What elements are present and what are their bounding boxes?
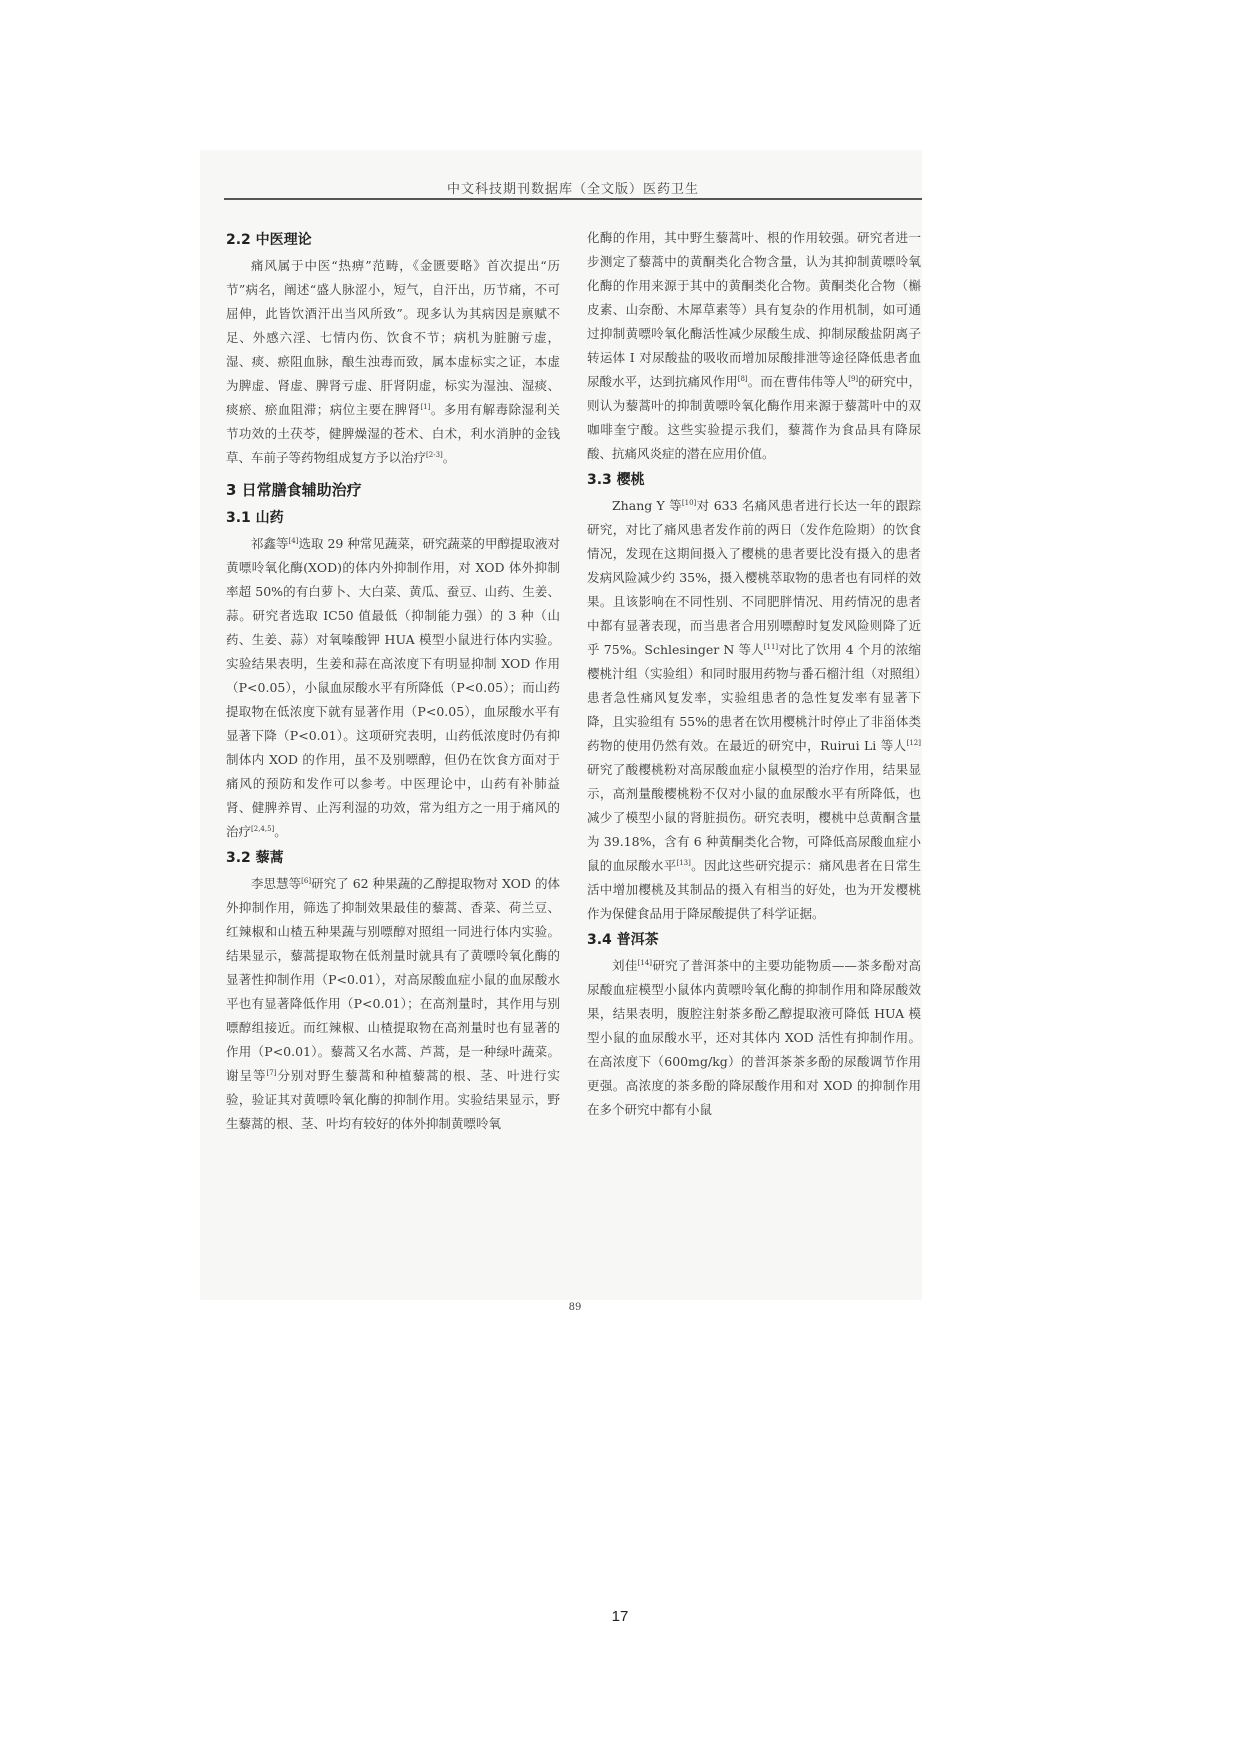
citation: [10] xyxy=(681,498,697,507)
citation: [2-3] xyxy=(426,450,443,459)
section-3-3-paragraph: Zhang Y 等[10]对 633 名痛风患者进行长达一年的跟踪研究，对比了痛风患者发作前的两日（发作危险期）的饮食情况，发现在这期间摄入了樱桃的患者要比没有摄入的患者发病风险减少约 35%，摄入樱桃萃取物的患者也有同样的效果。且该影响在不同性别、不同肥胖情况、用药情况的患者中都有显著表现，而当患者合用别嘌醇时复发风险则降了近乎 75%。Schlesinger N 等人[11]对比了饮用 4 个月的浓缩樱桃汁组（实验组）和同时服用药物与番石榴汁组（对照组）患者急性痛风复发率，实验组患者的急性复发率有显著下降，且实验组有 55%的患者在饮用樱桃汁时停止了非甾体类药物的使用仍然有效。在最近的研究中，Ruirui Li 等人[12]研究了酸樱桃粉对高尿酸血症小鼠模型的治疗作用，结果显示，高剂量酸樱桃粉不仅对小鼠的血尿酸水平有所降低，也减少了模型小鼠的肾脏损伤。研究表明，樱桃中总黄酮含量为 39.18%，含有 6 种黄酮类化合物，可降低高尿酸血症小鼠的血尿酸水平[13]。因此这些研究提示：痛风患者在日常生活中增加樱桃及其制品的摄入有相当的好处，也为开发樱桃作为保健食品用于降尿酸提供了科学证据。 xyxy=(587,498,921,921)
citation: [1] xyxy=(420,402,431,411)
citation: [6] xyxy=(301,876,312,885)
section-2-2-paragraph: 痛风属于中医“热痹”范畴，《金匮要略》首次提出“历节”病名，阐述“盛人脉涩小，短气，自汗出，历节痛，不可屈伸，此皆饮酒汗出当风所致”。现多认为其病因是禀赋不足、外感六淫、七情内伤、饮食不节；病机为脏腑亏虚，湿、痰、瘀阻血脉，酿生浊毒而致，属本虚标实之证，本虚为脾虚、肾虚、脾肾亏虚、肝肾阴虚，标实为湿浊、湿痰、痰瘀、瘀血阻滞；病位主要在脾肾[1]。多用有解毒除湿利关节功效的土茯苓，健脾燥湿的苍术、白术，利水消肿的金钱草、车前子等药物组成复方予以治疗[2-3]。 xyxy=(226,258,560,465)
section-3-2-paragraph: 李思慧等[6]研究了 62 种果蔬的乙醇提取物对 XOD 的体外抑制作用，筛选了抑制效果最佳的藜蒿、香菜、荷兰豆、红辣椒和山楂五种果蔬与别嘌醇对照组一同进行体内实验。结果显示，藜蒿提取物在低剂量时就具有了黄嘌呤氧化酶的显著性抑制作用（P<0.01），对高尿酸血症小鼠的血尿酸水平也有显著降低作用（P<0.01）；在高剂量时，其作用与别嘌醇组接近。而红辣椒、山楂提取物在高剂量时也有显著的作用（P<0.01）。藜蒿又名水蒿、芦蒿，是一种绿叶蔬菜。谢呈等[7]分别对野生藜蒿和种植藜蒿的根、茎、叶进行实验，验证其对黄嘌呤氧化酶的抑制作用。实验结果显示，野生藜蒿的根、茎、叶均有较好的体外抑制黄嘌呤氧 xyxy=(226,876,560,1131)
citation: [8] xyxy=(737,374,748,383)
section-3-4-heading: 3.4 普洱茶 xyxy=(587,932,659,948)
citation: [13] xyxy=(676,858,691,867)
left-column xyxy=(226,226,560,1136)
section-2-2-heading: 2.2 中医理论 xyxy=(226,232,312,248)
section-3-heading: 3 日常膳食辅助治疗 xyxy=(226,481,362,499)
citation: [11] xyxy=(763,642,779,651)
citation: [2,4,5] xyxy=(251,824,275,833)
journal-page-number: 89 xyxy=(568,1302,582,1313)
citation: [12] xyxy=(906,738,921,747)
right-column xyxy=(587,226,921,1122)
section-3-2-heading: 3.2 藜蒿 xyxy=(226,850,284,866)
section-3-1-paragraph: 祁鑫等[4]选取 29 种常见蔬菜，研究蔬菜的甲醇提取液对黄嘌呤氧化酶(XOD)的体内外抑制作用，对 XOD 体外抑制率超 50%的有白萝卜、大白菜、黄瓜、蚕豆、山药、生姜、蒜。研究者选取 IC50 值最低（抑制能力强）的 3 种（山药、生姜、蒜）对氧嗪酸钾 HUA 模型小鼠进行体内实验。实验结果表明，生姜和蒜在高浓度下有明显抑制 XOD 作用（P<0.05），小鼠血尿酸水平有所降低（P<0.05）；而山药提取物在低浓度下就有显著作用（P<0.05），血尿酸水平有显著下降（P<0.01）。这项研究表明，山药低浓度时仍有抑制体内 XOD 的作用，虽不及别嘌醇，但仍在饮食方面对于痛风的预防和发作可以参考。中医理论中，山药有补肺益肾、健脾养胃、止泻利湿的功效，常为组方之一用于痛风的治疗[2,4,5]。 xyxy=(226,536,560,839)
header-rule xyxy=(224,198,922,200)
document-page-number: 17 xyxy=(611,1608,629,1625)
citation: [7] xyxy=(266,1068,277,1077)
section-3-1-heading: 3.1 山药 xyxy=(226,510,284,526)
citation: [14] xyxy=(637,958,653,967)
citation: [4] xyxy=(288,536,299,545)
section-3-4-paragraph: 刘佳[14]研究了普洱茶中的主要功能物质——茶多酚对高尿酸血症模型小鼠体内黄嘌呤氧化酶的抑制作用和降尿酸效果，结果表明，腹腔注射茶多酚乙醇提取液可降低 HUA 模型小鼠的血尿酸水平，还对其体内 XOD 活性有抑制作用。在高浓度下（600mg/kg）的普洱茶茶多酚的尿酸调节作用更强。高浓度的茶多酚的降尿酸作用和对 XOD 的抑制作用在多个研究中都有小鼠 xyxy=(587,958,921,1117)
section-3-3-heading: 3.3 樱桃 xyxy=(587,472,645,488)
journal-header: 中文科技期刊数据库（全文版）医药卫生 xyxy=(446,182,699,197)
citation: [9] xyxy=(848,374,859,383)
section-3-2-continued: 化酶的作用，其中野生藜蒿叶、根的作用较强。研究者进一步测定了藜蒿中的黄酮类化合物含量，认为其抑制黄嘌呤氧化酶的作用来源于其中的黄酮类化合物。黄酮类化合物（槲皮素、山奈酚、木犀草素等）具有复杂的作用机制，如可通过抑制黄嘌呤氧化酶活性减少尿酸生成、抑制尿酸盐阴离子转运体 Ⅰ 对尿酸盐的吸收而增加尿酸排泄等途径降低患者血尿酸水平，达到抗痛风作用[8]。而在曹伟伟等人[9]的研究中，则认为藜蒿叶的抑制黄嘌呤氧化酶作用来源于藜蒿叶中的双咖啡奎宁酸。这些实验提示我们，藜蒿作为食品具有降尿酸、抗痛风炎症的潜在应用价值。 xyxy=(587,230,921,461)
